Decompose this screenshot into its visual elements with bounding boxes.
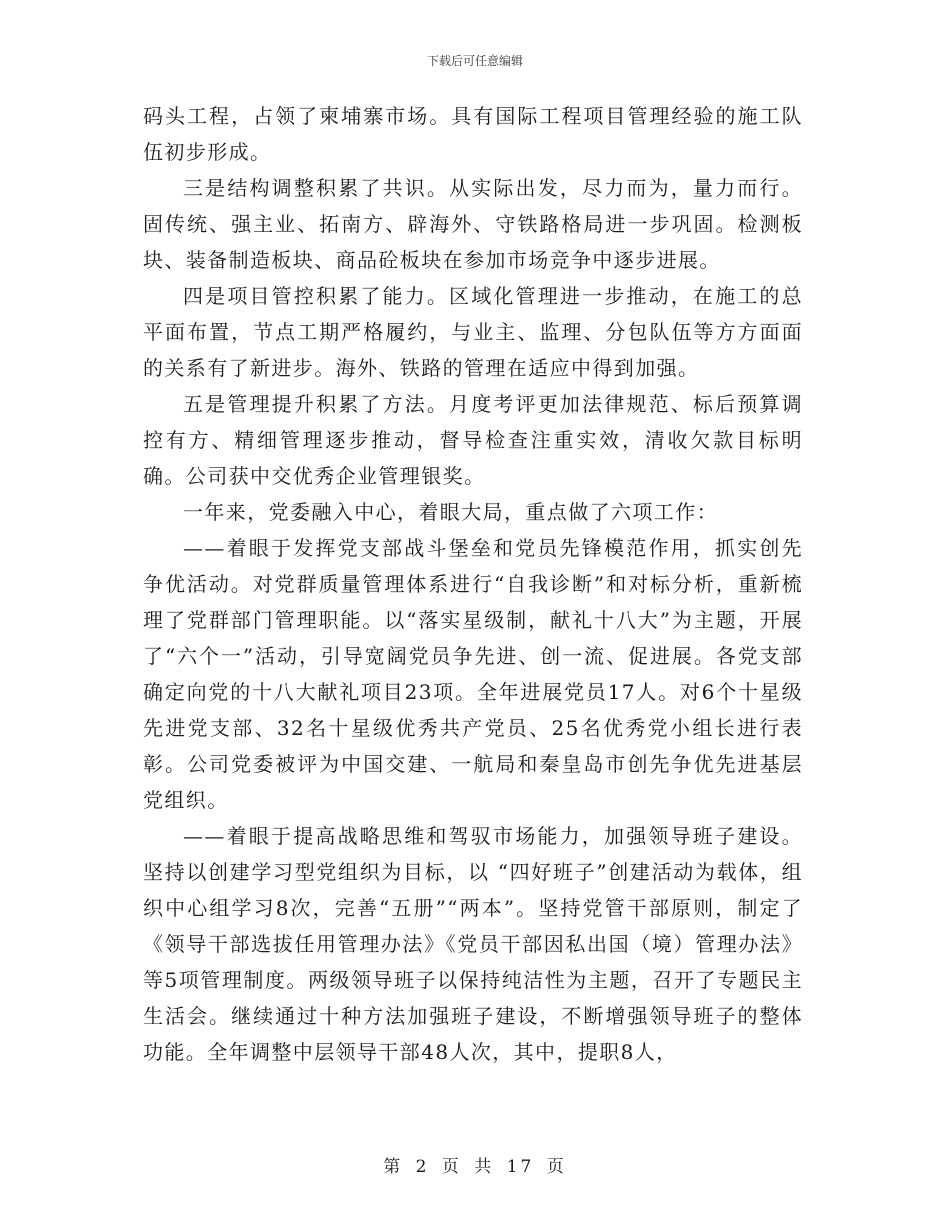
- paragraph-management-improvement: 五是管理提升积累了方法。月度考评更加法律规范、标后预算调控有方、精细管理逐步推动，督导检查注重实效，清收欠款目标明确。公司获中交优秀企业管理银奖。: [143, 392, 803, 488]
- paragraph-party-summary: 一年来，党委融入中心，着眼大局，重点做了六项工作：: [183, 500, 718, 524]
- paragraph-structure-adjustment: 三是结构调整积累了共识。从实际出发，尽力而为，量力而行。固传统、强主业、拓南方、辟海外、守铁路格局进一步巩固。检测板块、装备制造板块、商品砼板块在参加市场竞争中逐步进展。: [143, 176, 803, 272]
- page-footer: 第 2 页 共 17 页: [383, 1157, 567, 1177]
- paragraph-party-branch-work: ——着眼于发挥党支部战斗堡垒和党员先锋模范作用，抓实创先争优活动。对党群质量管理体系进行“自我诊断”和对标分析，重新梳理了党群部门管理职能。以“落实星级制，献礼十八大”为主题，开展了“六个一”活动，引导宽阔党员争先进、创一流、促进展。各党支部确定向党的十八大献礼项目23项。全年进展党员17人。对6个十星级先进党支部、32名十星级优秀共产党员、25名优秀党小组长进行表彰。公司党委被评为中国交建、一航局和秦皇岛市创先争优先进基层党组织。: [143, 536, 803, 812]
- paragraph-project-control: 四是项目管控积累了能力。区域化管理进一步推动，在施工的总平面布置，节点工期严格履约，与业主、监理、分包队伍等方方面面的关系有了新进步。海外、铁路的管理在适应中得到加强。: [143, 284, 803, 380]
- paragraph-continued: 码头工程，占领了柬埔寨市场。具有国际工程项目管理经验的施工队伍初步形成。: [143, 104, 803, 164]
- document-body: [143, 98, 803, 1070]
- page-header: 下载后可任意编辑: [426, 54, 523, 68]
- paragraph-leadership-building: ——着眼于提高战略思维和驾驭市场能力，加强领导班子建设。坚持以创建学习型党组织为目标，以 “四好班子”创建活动为载体，组织中心组学习8次，完善“五册”“两本”。坚持党管干部原则，制定了《领导干部选拔任用管理办法》《党员干部因私出国（境）管理办法》等5项管理制度。两级领导班子以保持纯洁性为主题，召开了专题民主生活会。继续通过十种方法加强班子建设，不断增强领导班子的整体功能。全年调整中层领导干部48人次，其中，提职8人，: [143, 824, 803, 1064]
